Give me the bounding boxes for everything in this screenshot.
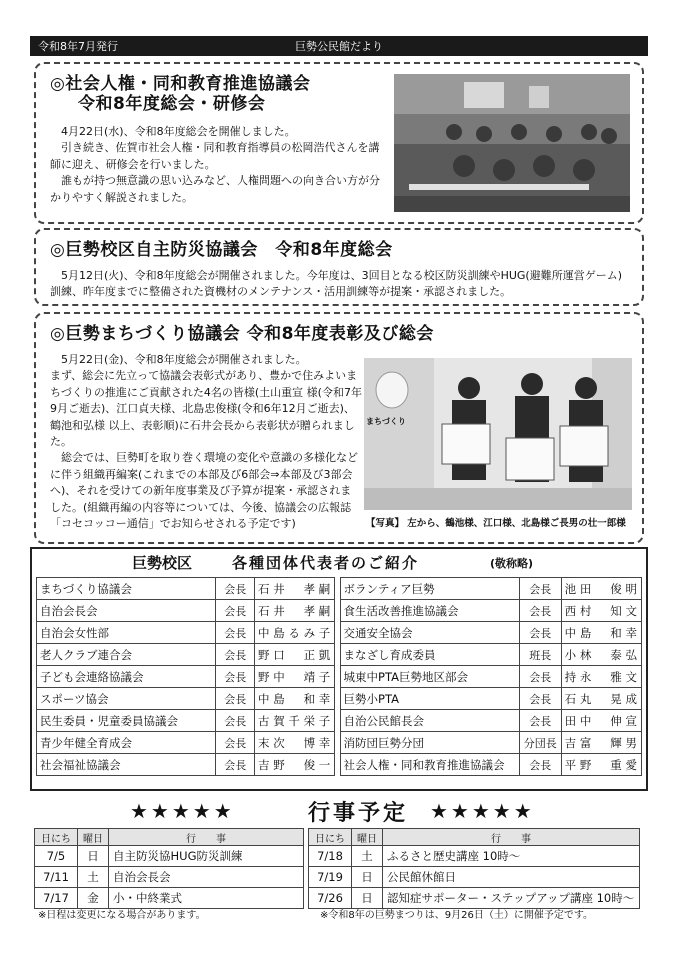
- event-row: [35, 867, 304, 888]
- representative-name: 石井 孝嗣: [255, 578, 335, 600]
- representatives-table: [36, 577, 642, 776]
- event-day: 日: [352, 888, 383, 909]
- representative-name: 石丸 晃成: [561, 688, 641, 710]
- event-name: 小・中終業式: [109, 888, 304, 909]
- role-title: 会長: [216, 622, 255, 644]
- organization-name: 社会福祉協議会: [37, 754, 216, 776]
- organization-name: まなざし育成委員: [340, 644, 519, 666]
- organization-name: 自治会長会: [37, 600, 216, 622]
- representative-name: 石井 孝嗣: [255, 600, 335, 622]
- representative-name: 西村 知文: [561, 600, 641, 622]
- column-header: 行 事: [109, 829, 304, 846]
- event-date: 7/26: [309, 888, 352, 909]
- role-title: 会長: [519, 622, 561, 644]
- role-title: 会長: [216, 578, 255, 600]
- article-disaster-prevention: [34, 228, 644, 306]
- table-row: [37, 754, 642, 776]
- event-name: 認知症サポーター・ステップアップ講座 10時～: [383, 888, 640, 909]
- role-title: 会長: [519, 710, 561, 732]
- photo-banner-text: まちづくり: [366, 417, 406, 426]
- event-date: 7/18: [309, 846, 352, 867]
- article-paragraph: 誰もが持つ無意識の思い込みなど、人権問題への向き合い方が分かりやすく解説されました。: [50, 174, 380, 204]
- role-title: 分団長: [519, 732, 561, 754]
- representative-name: 小林 泰弘: [561, 644, 641, 666]
- table-row: [37, 732, 642, 754]
- festival-note: ※令和8年の巨勢まつりは、9月26日（土）に開催予定です。: [320, 910, 594, 921]
- organization-name: 交通安全協会: [340, 622, 519, 644]
- article-human-rights: [34, 62, 644, 224]
- role-title: 会長: [216, 600, 255, 622]
- representative-name: 中島 和幸: [255, 688, 335, 710]
- representative-name: 池田 俊明: [561, 578, 641, 600]
- representative-name: 吉富 輝男: [561, 732, 641, 754]
- role-title: 班長: [519, 644, 561, 666]
- table-row: [37, 710, 642, 732]
- meeting-photo-graphic: [394, 74, 630, 212]
- organization-name: 自治公民館長会: [340, 710, 519, 732]
- article-paragraph: 5月12日(火)、令和8年度総会が開催されました。今年度は、3回目となる校区防災訓練やHUG(避難所運営ゲーム)訓練、昨年度までに整備された資機材のメンテナンス・活用訓練等が提案・承認されました。: [50, 269, 623, 299]
- table-row: [37, 622, 642, 644]
- table-row: [37, 688, 642, 710]
- role-title: 会長: [519, 754, 561, 776]
- event-day: 土: [78, 867, 109, 888]
- event-date: 7/19: [309, 867, 352, 888]
- event-date: 7/17: [35, 888, 78, 909]
- representative-name: 持永 雅文: [561, 666, 641, 688]
- representative-name: 中島 和幸: [561, 622, 641, 644]
- event-row: [309, 846, 640, 867]
- role-title: 会長: [216, 732, 255, 754]
- article-town-development: [34, 312, 644, 544]
- photo-caption: 【写真】 左から、鶴池様、江口様、北島様ご長男の壮一郎様: [366, 518, 626, 529]
- page-header: [30, 36, 648, 56]
- star-decoration: ★★★★★: [430, 799, 535, 823]
- schedule-note: ※日程は変更になる場合があります。: [38, 910, 206, 921]
- event-day: 日: [352, 867, 383, 888]
- organization-name: 民生委員・児童委員協議会: [37, 710, 216, 732]
- organization-name: 青少年健全育成会: [37, 732, 216, 754]
- organization-name: まちづくり協議会: [37, 578, 216, 600]
- column-header: 日にち: [35, 829, 78, 846]
- representative-name: 中島るみ子: [255, 622, 335, 644]
- role-title: 会長: [216, 688, 255, 710]
- organization-name: 巨勢小PTA: [340, 688, 519, 710]
- event-day: 金: [78, 888, 109, 909]
- event-name: ふるさと歴史講座 10時～: [383, 846, 640, 867]
- award-photo-graphic: [364, 358, 632, 510]
- event-day: 土: [352, 846, 383, 867]
- organization-name: 消防団巨勢分団: [340, 732, 519, 754]
- organization-name: 子ども会連絡協議会: [37, 666, 216, 688]
- table-row: [37, 644, 642, 666]
- representative-name: 野中 靖子: [255, 666, 335, 688]
- organization-name: ボランティア巨勢: [340, 578, 519, 600]
- event-row: [35, 846, 304, 867]
- representative-name: 吉野 俊一: [255, 754, 335, 776]
- article-paragraph: まず、総会に先立って協議会表彰式があり、豊かで住みよいまちづくりの推進にご貢献された4名の皆様(土山重宣 様(令和7年9月ご逝去)、江口貞夫様、北島忠俊様(令和6年12月ご逝去)、鶴池和弘様 以上、表彰順)に石井会長から表彰状が贈られました。: [50, 369, 362, 449]
- role-title: 会長: [216, 666, 255, 688]
- events-header: [30, 796, 644, 826]
- organization-name: 城東中PTA巨勢地区部会: [340, 666, 519, 688]
- event-name: 自主防災協HUG防災訓練: [109, 846, 304, 867]
- representatives-section: [30, 547, 648, 791]
- event-name: 自治会長会: [109, 867, 304, 888]
- issue-date: 令和8年7月発行: [38, 40, 118, 53]
- meeting-photo: [394, 74, 630, 212]
- award-photo: [364, 358, 632, 510]
- article-title: ◎巨勢まちづくり協議会 令和8年度表彰及び総会: [50, 324, 434, 344]
- representatives-title: 巨勢校区 各種団体代表者のご紹介 (敬称略): [132, 554, 534, 572]
- article-paragraph: 4月22日(水)、令和8年度総会を開催しました。: [61, 125, 296, 138]
- organization-name: スポーツ協会: [37, 688, 216, 710]
- article-title: ◎社会人権・同和教育推進協議会 令和8年度総会・研修会: [50, 74, 311, 114]
- table-row: [37, 578, 642, 600]
- article-paragraph: 引き続き、佐賀市社会人権・同和教育指導員の松岡浩代さんを講師に迎え、研修会を行いました。: [50, 141, 380, 171]
- table-row: [37, 600, 642, 622]
- column-header: 行 事: [383, 829, 640, 846]
- organization-name: 老人クラブ連合会: [37, 644, 216, 666]
- role-title: 会長: [519, 666, 561, 688]
- star-decoration: ★★★★★: [130, 799, 235, 823]
- column-header: 日にち: [309, 829, 352, 846]
- event-date: 7/5: [35, 846, 78, 867]
- article-paragraph: 総会では、巨勢町を取り巻く環境の変化や意識の多様化などに伴う組織再編案(これまでの本部及び6部会⇒本部及び3部会へ)、それを受けての新年度事業及び予算が提案・承認されました。(組織再編の内容等については、今後、協議会の広報誌「コセコッコー通信」でお知らせされる予定です): [50, 451, 358, 531]
- event-name: 公民館休館日: [383, 867, 640, 888]
- representative-name: 古賀千栄子: [255, 710, 335, 732]
- event-day: 日: [78, 846, 109, 867]
- role-title: 会長: [216, 710, 255, 732]
- article-paragraph: 5月22日(金)、令和8年度総会が開催されました。: [61, 353, 307, 366]
- newsletter-title: 巨勢公民館だより: [295, 40, 383, 53]
- role-title: 会長: [519, 578, 561, 600]
- table-row: [37, 666, 642, 688]
- organization-name: 社会人権・同和教育推進協議会: [340, 754, 519, 776]
- event-date: 7/11: [35, 867, 78, 888]
- events-table-right: [308, 828, 640, 909]
- column-header: 曜日: [352, 829, 383, 846]
- events-title: 行事予定: [308, 800, 409, 826]
- role-title: 会長: [216, 754, 255, 776]
- organization-name: 食生活改善推進協議会: [340, 600, 519, 622]
- events-table-left: [34, 828, 304, 909]
- role-title: 会長: [519, 688, 561, 710]
- role-title: 会長: [519, 600, 561, 622]
- organization-name: 自治会女性部: [37, 622, 216, 644]
- event-row: [309, 867, 640, 888]
- representative-name: 末次 博幸: [255, 732, 335, 754]
- representative-name: 田中 伸宣: [561, 710, 641, 732]
- representative-name: 野口 正凱: [255, 644, 335, 666]
- column-header: 曜日: [78, 829, 109, 846]
- representative-name: 平野 重愛: [561, 754, 641, 776]
- role-title: 会長: [216, 644, 255, 666]
- article-title: ◎巨勢校区自主防災協議会 令和8年度総会: [50, 240, 393, 260]
